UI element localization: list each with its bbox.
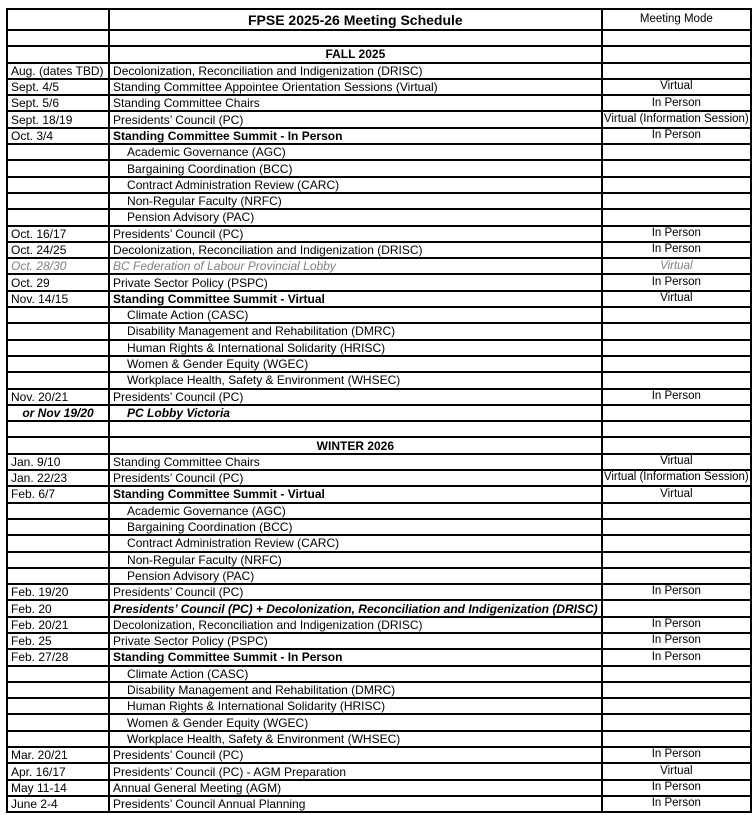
schedule-row — [7, 666, 751, 682]
schedule-row — [7, 780, 751, 796]
mode-cell: In Person — [602, 747, 751, 763]
event-cell: Contract Administration Review (CARC) — [109, 535, 602, 551]
event-cell: Bargaining Coordination (BCC) — [109, 519, 602, 535]
schedule-row — [7, 454, 751, 470]
mode-cell — [602, 30, 751, 46]
schedule-row — [7, 340, 751, 356]
mode-cell: In Person — [602, 128, 751, 144]
event-cell: Decolonization, Reconciliation and Indigenization (DRISC) — [109, 242, 602, 258]
event-cell: Standing Committee Chairs — [109, 454, 602, 470]
schedule-sheet — [6, 8, 752, 813]
mode-cell — [602, 177, 751, 193]
date-cell: Jan. 22/23 — [7, 470, 109, 486]
schedule-row — [7, 747, 751, 763]
event-cell: FALL 2025 — [109, 46, 602, 62]
event-cell: Non-Regular Faculty (NRFC) — [109, 552, 602, 568]
meeting-schedule-table — [6, 8, 752, 813]
date-cell — [7, 535, 109, 551]
event-cell: Human Rights & International Solidarity (HRISC) — [109, 698, 602, 714]
event-cell: Presidents’ Council (PC) — [109, 111, 602, 127]
event-cell: Climate Action (CASC) — [109, 666, 602, 682]
date-cell — [7, 356, 109, 372]
mode-cell — [602, 600, 751, 616]
date-cell: Feb. 19/20 — [7, 584, 109, 600]
schedule-row — [7, 470, 751, 486]
event-cell: Presidents’ Council (PC) - AGM Preparation — [109, 763, 602, 779]
event-cell: Academic Governance (AGC) — [109, 503, 602, 519]
date-cell: Oct. 3/4 — [7, 128, 109, 144]
mode-cell: In Person — [602, 389, 751, 405]
event-cell: Presidents’ Council (PC) — [109, 389, 602, 405]
schedule-row — [7, 95, 751, 111]
mode-cell: In Person — [602, 274, 751, 290]
event-cell: Standing Committee Summit - Virtual — [109, 486, 602, 502]
event-cell — [109, 421, 602, 437]
date-cell — [7, 144, 109, 160]
header-row — [7, 9, 751, 30]
date-cell: Oct. 28/30 — [7, 258, 109, 274]
date-cell: May 11-14 — [7, 780, 109, 796]
schedule-row — [7, 698, 751, 714]
date-cell — [7, 698, 109, 714]
schedule-row — [7, 258, 751, 274]
date-cell: Feb. 6/7 — [7, 486, 109, 502]
mode-cell: Virtual — [602, 79, 751, 95]
date-cell: Nov. 14/15 — [7, 291, 109, 307]
event-cell: Standing Committee Summit - Virtual — [109, 291, 602, 307]
meeting-mode-header: Meeting Mode — [602, 9, 751, 30]
date-cell: or Nov 19/20 — [7, 405, 109, 421]
date-cell — [7, 307, 109, 323]
date-cell — [7, 323, 109, 339]
mode-cell: In Person — [602, 617, 751, 633]
date-cell: Sept. 5/6 — [7, 95, 109, 111]
mode-cell: Virtual — [602, 486, 751, 502]
schedule-row — [7, 584, 751, 600]
schedule-row — [7, 291, 751, 307]
date-cell: Nov. 20/21 — [7, 389, 109, 405]
mode-cell: In Person — [602, 796, 751, 812]
schedule-row — [7, 372, 751, 388]
schedule-row — [7, 486, 751, 502]
event-cell: Women & Gender Equity (WGEC) — [109, 356, 602, 372]
event-cell: Private Sector Policy (PSPC) — [109, 633, 602, 649]
mode-cell — [602, 340, 751, 356]
date-cell: Feb. 20/21 — [7, 617, 109, 633]
mode-cell — [602, 552, 751, 568]
mode-cell: Virtual — [602, 454, 751, 470]
schedule-row — [7, 535, 751, 551]
mode-cell — [602, 160, 751, 176]
event-cell: Workplace Health, Safety & Environment (WHSEC) — [109, 731, 602, 747]
mode-cell — [602, 356, 751, 372]
event-cell: Bargaining Coordination (BCC) — [109, 160, 602, 176]
schedule-row — [7, 79, 751, 95]
schedule-row — [7, 552, 751, 568]
schedule-row — [7, 437, 751, 453]
event-cell: Contract Administration Review (CARC) — [109, 177, 602, 193]
event-cell: BC Federation of Labour Provincial Lobby — [109, 258, 602, 274]
date-cell: Sept. 4/5 — [7, 79, 109, 95]
date-cell — [7, 372, 109, 388]
mode-cell: In Person — [602, 633, 751, 649]
schedule-row — [7, 568, 751, 584]
mode-cell: In Person — [602, 584, 751, 600]
event-cell: Standing Committee Chairs — [109, 95, 602, 111]
event-cell: Presidents’ Council (PC) — [109, 226, 602, 242]
date-cell — [7, 714, 109, 730]
schedule-row — [7, 503, 751, 519]
schedule-row — [7, 682, 751, 698]
event-cell: Standing Committee Appointee Orientation Sessions (Virtual) — [109, 79, 602, 95]
schedule-row — [7, 209, 751, 225]
date-cell — [7, 193, 109, 209]
schedule-row — [7, 763, 751, 779]
mode-cell: In Person — [602, 242, 751, 258]
schedule-row — [7, 128, 751, 144]
event-cell: Decolonization, Reconciliation and Indigenization (DRISC) — [109, 63, 602, 79]
date-cell — [7, 666, 109, 682]
mode-cell: In Person — [602, 649, 751, 665]
date-cell — [7, 731, 109, 747]
mode-cell — [602, 535, 751, 551]
mode-cell: In Person — [602, 226, 751, 242]
schedule-body — [7, 30, 751, 812]
date-cell — [7, 568, 109, 584]
event-cell: Standing Committee Summit - In Person — [109, 649, 602, 665]
schedule-row — [7, 30, 751, 46]
event-cell: Private Sector Policy (PSPC) — [109, 274, 602, 290]
date-cell: Aug. (dates TBD) — [7, 63, 109, 79]
date-cell — [7, 30, 109, 46]
mode-cell — [602, 46, 751, 62]
mode-cell: In Person — [602, 95, 751, 111]
event-cell: Women & Gender Equity (WGEC) — [109, 714, 602, 730]
mode-cell — [602, 519, 751, 535]
date-cell — [7, 421, 109, 437]
schedule-row — [7, 111, 751, 127]
schedule-row — [7, 323, 751, 339]
date-cell — [7, 503, 109, 519]
schedule-row — [7, 46, 751, 62]
date-cell — [7, 209, 109, 225]
schedule-row — [7, 405, 751, 421]
event-cell: Presidents’ Council Annual Planning — [109, 796, 602, 812]
mode-cell — [602, 682, 751, 698]
schedule-row — [7, 63, 751, 79]
mode-cell: Virtual — [602, 258, 751, 274]
mode-cell — [602, 568, 751, 584]
event-cell: Disability Management and Rehabilitation (DMRC) — [109, 323, 602, 339]
schedule-row — [7, 714, 751, 730]
date-cell: Feb. 20 — [7, 600, 109, 616]
event-cell: Workplace Health, Safety & Environment (WHSEC) — [109, 372, 602, 388]
schedule-row — [7, 307, 751, 323]
mode-cell — [602, 209, 751, 225]
schedule-row — [7, 649, 751, 665]
date-cell — [7, 519, 109, 535]
mode-cell — [602, 144, 751, 160]
mode-cell — [602, 405, 751, 421]
date-cell — [7, 552, 109, 568]
schedule-row — [7, 177, 751, 193]
mode-cell — [602, 421, 751, 437]
mode-cell — [602, 714, 751, 730]
date-cell: Apr. 16/17 — [7, 763, 109, 779]
corner-cell — [7, 9, 109, 30]
event-cell: Non-Regular Faculty (NRFC) — [109, 193, 602, 209]
mode-cell — [602, 307, 751, 323]
mode-cell — [602, 503, 751, 519]
event-cell: Pension Advisory (PAC) — [109, 568, 602, 584]
mode-cell — [602, 323, 751, 339]
mode-cell: Virtual — [602, 763, 751, 779]
schedule-row — [7, 600, 751, 616]
mode-cell — [602, 63, 751, 79]
event-cell: Presidents’ Council (PC) — [109, 584, 602, 600]
schedule-row — [7, 633, 751, 649]
event-cell: Human Rights & International Solidarity (HRISC) — [109, 340, 602, 356]
event-cell: Presidents’ Council (PC) + Decolonization, Reconciliation and Indigenization (DRISC) — [109, 600, 602, 616]
schedule-row — [7, 796, 751, 812]
mode-cell — [602, 193, 751, 209]
schedule-row — [7, 519, 751, 535]
date-cell — [7, 160, 109, 176]
mode-cell — [602, 666, 751, 682]
event-cell: Presidents’ Council (PC) — [109, 470, 602, 486]
date-cell: Sept. 18/19 — [7, 111, 109, 127]
mode-cell: Virtual (Information Session) — [602, 470, 751, 486]
date-cell: Oct. 29 — [7, 274, 109, 290]
mode-cell: In Person — [602, 780, 751, 796]
date-cell — [7, 46, 109, 62]
date-cell: Feb. 27/28 — [7, 649, 109, 665]
schedule-row — [7, 242, 751, 258]
date-cell — [7, 340, 109, 356]
date-cell: Jan. 9/10 — [7, 454, 109, 470]
date-cell — [7, 437, 109, 453]
event-cell: WINTER 2026 — [109, 437, 602, 453]
event-cell: Standing Committee Summit - In Person — [109, 128, 602, 144]
event-cell: PC Lobby Victoria — [109, 405, 602, 421]
date-cell — [7, 682, 109, 698]
event-cell: Climate Action (CASC) — [109, 307, 602, 323]
date-cell: Feb. 25 — [7, 633, 109, 649]
date-cell: Oct. 16/17 — [7, 226, 109, 242]
event-cell: Academic Governance (AGC) — [109, 144, 602, 160]
schedule-row — [7, 389, 751, 405]
mode-cell — [602, 731, 751, 747]
date-cell: Oct. 24/25 — [7, 242, 109, 258]
event-cell — [109, 30, 602, 46]
schedule-title: FPSE 2025-26 Meeting Schedule — [109, 9, 602, 30]
event-cell: Decolonization, Reconciliation and Indigenization (DRISC) — [109, 617, 602, 633]
mode-cell: Virtual (Information Session) — [602, 111, 751, 127]
schedule-row — [7, 731, 751, 747]
date-cell: Mar. 20/21 — [7, 747, 109, 763]
event-cell: Annual General Meeting (AGM) — [109, 780, 602, 796]
mode-cell: Virtual — [602, 291, 751, 307]
mode-cell — [602, 698, 751, 714]
schedule-row — [7, 193, 751, 209]
date-cell: June 2-4 — [7, 796, 109, 812]
event-cell: Pension Advisory (PAC) — [109, 209, 602, 225]
event-cell: Presidents’ Council (PC) — [109, 747, 602, 763]
schedule-row — [7, 421, 751, 437]
schedule-row — [7, 144, 751, 160]
schedule-row — [7, 226, 751, 242]
event-cell: Disability Management and Rehabilitation (DMRC) — [109, 682, 602, 698]
schedule-row — [7, 160, 751, 176]
mode-cell — [602, 372, 751, 388]
schedule-row — [7, 356, 751, 372]
schedule-row — [7, 617, 751, 633]
date-cell — [7, 177, 109, 193]
schedule-row — [7, 274, 751, 290]
mode-cell — [602, 437, 751, 453]
